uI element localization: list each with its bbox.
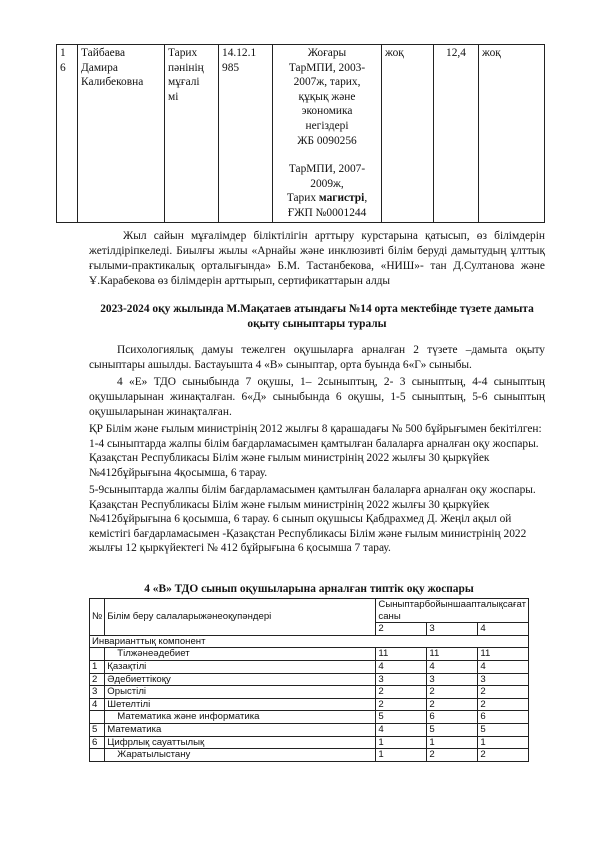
education-text-tail: , (364, 192, 368, 205)
awards-cell: жоқ (479, 45, 545, 223)
row-num (90, 711, 105, 724)
education-degree-3 (276, 191, 378, 206)
row-hours: 5 (427, 723, 478, 736)
row-hours: 2 (478, 749, 529, 762)
row-hours: 11 (376, 648, 427, 661)
row-hours: 11 (478, 648, 529, 661)
teacher-subject: Тарих пәнінің мұғалі мі (165, 45, 219, 223)
row-hours: 4 (427, 660, 478, 673)
invariant-component: Инварианттық компонент (90, 635, 529, 648)
paragraph-1: Психологиялық дамуы тежелген оқушыларға арналған 2 түзете –дамыта оқыту сыныптары ашылды. Бастауышта 4 «В» сыныптар, орта буында 6«Г» сыныбы. (89, 344, 545, 371)
row-hours: 1 (427, 736, 478, 749)
row-subject: Цифрлық сауаттылық (105, 736, 376, 749)
row-hours: 2 (478, 698, 529, 711)
grade-header: 4 (478, 623, 529, 636)
row-hours: 11 (427, 648, 478, 661)
row-hours: 1 (376, 749, 427, 762)
grade-header: 3 (427, 623, 478, 636)
table-section-row (90, 635, 529, 648)
row-subject: Орыстілі (105, 686, 376, 699)
row-subject: Математика (105, 723, 376, 736)
row-hours: 5 (376, 711, 427, 724)
header-area: Білім беру салаларыжәнеоқупәндері (105, 599, 376, 636)
row-hours: 6 (478, 711, 529, 724)
table-row (90, 736, 529, 749)
paragraph-3-line: ҚР Білім және ғылым министрінің 2012 жылғы 8 қарашадағы № 500 бұйрығымен бекітілген: (89, 423, 542, 435)
row-hours: 4 (478, 660, 529, 673)
row-subject: Шетелтілі (105, 698, 376, 711)
paragraph-4-line: кемістігі бағдарламасымен -Қазақстан Республикасы Білім және ғылым министрінің 2022 (89, 527, 527, 540)
row-hours: 2 (427, 698, 478, 711)
education-degree-1: Жоғары ТарМПИ, 2003- 2007ж, тарих, құқық және экономика негіздері ЖБ 0090256 (288, 47, 366, 147)
row-subject: Жаратылыстану (105, 749, 376, 762)
row-num: 5 (90, 723, 105, 736)
paragraph-3-line: №412бұйрығына 4қосымша, 6 тарау. (89, 466, 268, 479)
table-row (90, 698, 529, 711)
table-row (90, 660, 529, 673)
row-hours: 4 (376, 660, 427, 673)
row-num: 6 (90, 736, 105, 749)
table-header-row (90, 599, 529, 623)
paragraph-3-line: 1-4 сыныптарда жалпы білім бағдарламасымен қамтылған балаларға арналған оқу жоспары. (89, 437, 539, 450)
table-row (90, 648, 529, 661)
row-hours: 3 (376, 673, 427, 686)
education-cell (273, 45, 382, 223)
row-hours: 3 (427, 673, 478, 686)
row-hours: 5 (478, 723, 529, 736)
row-num: 3 (90, 686, 105, 699)
education-diploma: ҒЖП №0001244 (287, 206, 367, 219)
grade-header: 2 (376, 623, 427, 636)
staff-row (57, 45, 545, 223)
row-subject: Тілжәнеәдебиет (105, 648, 376, 661)
header-hours: Сыныптарбойыншаапталықсағат саны (376, 599, 529, 623)
row-hours: 2 (376, 686, 427, 699)
paragraph-4-line: жылғы 12 қыркүйектегі № 412 бұйрығына 6 қосымша 7 тарау. (89, 542, 391, 555)
row-hours: 1 (478, 736, 529, 749)
row-hours: 2 (376, 698, 427, 711)
teacher-name: Тайбаева Дамира Калибековна (78, 45, 165, 223)
paragraph-2: 4 «Е» ТДО сыныбында 7 оқушы, 1– 2сыныптың, 2- 3 сыныптың, 4-4 сыныптың оқушыларынан жинақталған. 6«Д» сыныбында 6 оқушы, 1-5 сыныптың, 5-6 сыныптың оқушыларынан жинақталған. (89, 376, 545, 418)
row-num: 4 (90, 698, 105, 711)
paragraph-4-line: Қазақстан Республикасы Білім және ғылым министрінің 2022 жылғы 30 қыркүйек (89, 498, 490, 511)
intro-paragraph: Жыл сайын мұғалімдер біліктілігін арттыру курстарына қатысып, өз білімдерін жетілдіріпкеледі. Биылғы жылы «Арнайы және инклюзивті білім беруді дамытудың ұлттық ғылыми-практикалық орталығында» Б.М. Тастанбекова, «НИШ»- тан Д.Султанова және Ұ.Карабекова өз білімдерін арттырып, сертификаттарын алды (89, 230, 545, 287)
education-degree-2: ТарМПИ, 2007- 2009ж, (288, 163, 366, 190)
table-row (90, 711, 529, 724)
staff-table (56, 44, 545, 223)
paragraph-4 (89, 483, 559, 556)
row-number: 1 6 (57, 45, 78, 223)
curriculum-table (89, 598, 529, 762)
row-num (90, 749, 105, 762)
education-text: Тарих (286, 192, 319, 205)
experience-cell: 12,4 (434, 45, 479, 223)
row-subject: Әдебиеттікоқу (105, 673, 376, 686)
plan-title: 4 «В» ТДО сынып оқушыларына арналған типтік оқу жоспары (144, 583, 474, 595)
row-hours: 4 (376, 723, 427, 736)
header-number: № (90, 599, 105, 636)
education-bold: магистрі (318, 192, 365, 205)
row-hours: 2 (478, 686, 529, 699)
row-subject: Қазақтілі (105, 660, 376, 673)
row-subject: Математика және информатика (105, 711, 376, 724)
table-row (90, 673, 529, 686)
paragraph-4-line: 5-9сыныптарда жалпы білім бағдарламасымен қамтылған балаларға арналған оқу жоспары. (89, 484, 536, 496)
table-row (90, 749, 529, 762)
row-hours: 2 (427, 686, 478, 699)
row-hours: 2 (427, 749, 478, 762)
table-row (90, 723, 529, 736)
row-num: 1 (90, 660, 105, 673)
paragraph-3-line: Қазақстан Республикасы Білім және ғылым министрінің 2022 жылғы 30 қыркүйек (89, 452, 490, 465)
paragraph-3 (89, 422, 559, 480)
category-cell: жоқ (382, 45, 434, 223)
paragraph-4-line: №412бұйрығына 6 қосымша, 6 тарау. 6 сынып оқушысы Қабдрахмед Д. Жеңіл ақыл ой (89, 513, 512, 526)
row-num: 2 (90, 673, 105, 686)
birth-date: 14.12.1 985 (219, 45, 273, 223)
section-heading: 2023-2024 оқу жылында М.Мақатаев атындағы №14 орта мектебінде түзете дамыта оқыту сыныптары туралы (100, 303, 534, 330)
row-num (90, 648, 105, 661)
row-hours: 3 (478, 673, 529, 686)
row-hours: 6 (427, 711, 478, 724)
row-hours: 1 (376, 736, 427, 749)
table-row (90, 686, 529, 699)
